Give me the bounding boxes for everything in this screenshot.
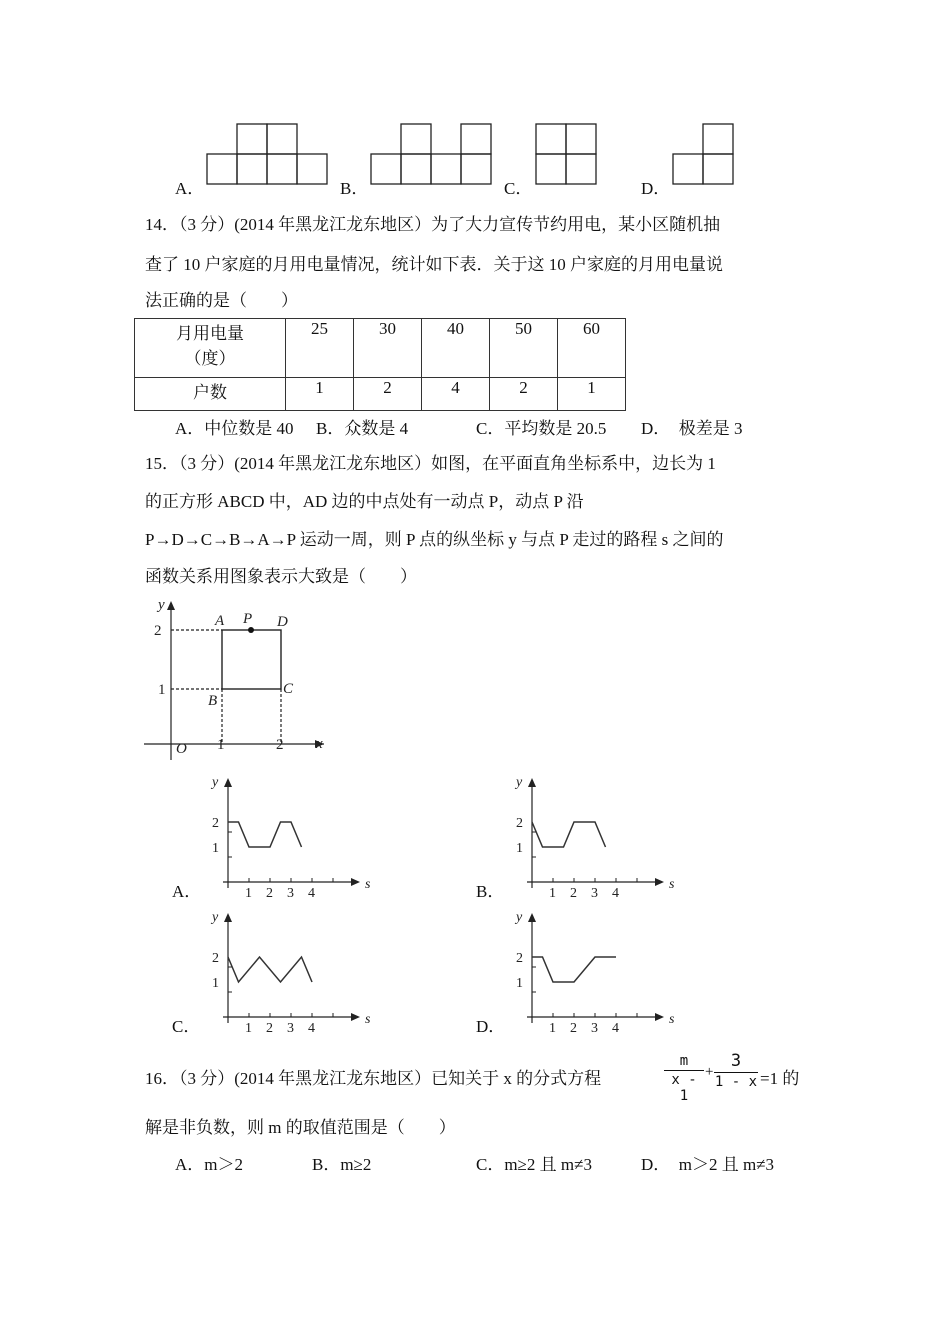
q14-option-d: D． 极差是 3 bbox=[641, 419, 743, 438]
q15-point-p-label: P bbox=[243, 611, 253, 627]
graph-y-label: y bbox=[212, 910, 219, 925]
graph-s-tick-label: 1 bbox=[245, 886, 252, 901]
q15-option-a-label: A． bbox=[172, 882, 202, 901]
graph-y-label: y bbox=[516, 775, 523, 790]
graph-function-line bbox=[532, 957, 616, 982]
graph-y-label: y bbox=[516, 910, 523, 925]
graph-s-tick-label: 4 bbox=[308, 1021, 315, 1036]
q15-origin-label: O bbox=[176, 741, 187, 757]
q16-fraction-2-bar bbox=[714, 1072, 758, 1073]
graph-s-label: s bbox=[669, 877, 675, 892]
graph-function-line bbox=[228, 822, 302, 847]
q16-fraction-2-denominator: 1 - x bbox=[714, 1074, 758, 1090]
q15-y-tick-label: 1 bbox=[158, 682, 166, 698]
q15-square-abcd bbox=[222, 630, 281, 689]
q13-option-b-label: B． bbox=[340, 179, 369, 198]
q15-point-a-label: A bbox=[215, 613, 225, 629]
q13-figure-c bbox=[534, 122, 600, 188]
q14-table-cell: 50 bbox=[490, 319, 558, 378]
graph-s-tick-label: 1 bbox=[549, 886, 556, 901]
graph-y-tick-label: 2 bbox=[516, 816, 523, 831]
graph-s-label: s bbox=[669, 1012, 675, 1027]
q16-plus-sign: + bbox=[705, 1064, 714, 1080]
graph-s-tick-label: 3 bbox=[287, 886, 294, 901]
graph-y-arrow-icon bbox=[528, 778, 536, 787]
q15-x-tick-label: 2 bbox=[276, 737, 284, 753]
q15-option-b-label: B． bbox=[476, 882, 505, 901]
graph-s-tick-label: 4 bbox=[612, 886, 619, 901]
q14-option-b: B．众数是 4 bbox=[316, 419, 409, 438]
q16-option-d: D． m＞2 且 m≠3 bbox=[641, 1155, 775, 1174]
q16-option-b: B．m≥2 bbox=[312, 1155, 372, 1174]
graph-s-tick-label: 2 bbox=[570, 1021, 577, 1036]
q14-table-header-usage bbox=[135, 319, 286, 378]
q15-point-c-label: C bbox=[283, 681, 294, 697]
graph-y-tick-label: 2 bbox=[212, 951, 219, 966]
q13-option-d-label: D． bbox=[641, 179, 671, 198]
q15-x-axis-label: x bbox=[316, 736, 323, 752]
q15-y-arrow-icon bbox=[167, 601, 175, 610]
graph-s-tick-label: 1 bbox=[245, 1021, 252, 1036]
graph-s-arrow-icon bbox=[351, 1013, 360, 1021]
graph-s-tick-label: 4 bbox=[612, 1021, 619, 1036]
graph-s-tick-label: 2 bbox=[266, 886, 273, 901]
q14-table-row-usage bbox=[135, 319, 626, 378]
q14-table-cell: 1 bbox=[558, 378, 626, 411]
q15-graph-a bbox=[200, 772, 371, 901]
q15-point-p-dot bbox=[248, 627, 254, 633]
graph-y-tick-label: 1 bbox=[516, 841, 523, 856]
graph-s-tick-label: 3 bbox=[591, 1021, 598, 1036]
graph-s-label: s bbox=[365, 877, 371, 892]
graph-s-tick-label: 1 bbox=[549, 1021, 556, 1036]
q16-option-a: A．m＞2 bbox=[175, 1155, 243, 1174]
q15-y-tick-label: 2 bbox=[154, 623, 162, 639]
graph-y-tick-label: 2 bbox=[212, 816, 219, 831]
graph-s-arrow-icon bbox=[351, 878, 360, 886]
q14-table-cell: 1 bbox=[286, 378, 354, 411]
q15-graph-d bbox=[504, 907, 675, 1036]
q14-table-row-households bbox=[135, 378, 626, 411]
q15-x-tick-label: 1 bbox=[217, 737, 225, 753]
graph-s-label: s bbox=[365, 1012, 371, 1027]
q14-table-cell: 25 bbox=[286, 319, 354, 378]
graph-function-line bbox=[532, 822, 606, 847]
graph-s-arrow-icon bbox=[655, 1013, 664, 1021]
q13-figure-b bbox=[369, 122, 499, 188]
q14-table-cell: 60 bbox=[558, 319, 626, 378]
q14-line-1: 14．（3 分）(2014 年黑龙江龙东地区）为了大力宣传节约用电，某小区随机抽 bbox=[145, 215, 721, 234]
graph-s-arrow-icon bbox=[655, 878, 664, 886]
q14-table-cell: 2 bbox=[490, 378, 558, 411]
q15-line-3: P→D→C→B→A→P 运动一周，则 P 点的纵坐标 y 与点 P 走过的路程 s 之间的 bbox=[145, 530, 724, 549]
graph-y-tick-label: 1 bbox=[212, 976, 219, 991]
q13-option-c-label: C． bbox=[504, 179, 533, 198]
q16-line-1-prefix: 16．（3 分）(2014 年黑龙江龙东地区）已知关于 x 的分式方程 bbox=[145, 1069, 602, 1088]
q15-option-c-label: C． bbox=[172, 1017, 201, 1036]
q15-y-axis-label: y bbox=[158, 597, 165, 613]
q16-fraction-2 bbox=[714, 1051, 758, 1090]
q14-table-cell: 40 bbox=[422, 319, 490, 378]
graph-s-tick-label: 3 bbox=[287, 1021, 294, 1036]
q15-line-2: 的正方形 ABCD 中，AD 边的中点处有一动点 P，动点 P 沿 bbox=[145, 492, 584, 511]
q16-line-2: 解是非负数，则 m 的取值范围是（ ） bbox=[145, 1118, 456, 1137]
q15-square-diagram bbox=[140, 595, 340, 765]
graph-y-arrow-icon bbox=[528, 913, 536, 922]
q16-fraction-2-numerator: 3 bbox=[730, 1051, 742, 1071]
q15-line-1: 15．（3 分）(2014 年黑龙江龙东地区）如图，在平面直角坐标系中，边长为 1 bbox=[145, 454, 716, 473]
q15-option-d-label: D． bbox=[476, 1017, 506, 1036]
q16-option-c: C．m≥2 且 m≠3 bbox=[476, 1155, 592, 1174]
q16-line-1-suffix: =1 的 bbox=[760, 1069, 800, 1088]
q14-table-header-households: 户数 bbox=[135, 378, 286, 411]
graph-y-arrow-icon bbox=[224, 913, 232, 922]
q14-table-header-usage-line2: （度） bbox=[184, 349, 236, 368]
q14-table-cell: 4 bbox=[422, 378, 490, 411]
q14-table-cell: 30 bbox=[354, 319, 422, 378]
graph-s-tick-label: 2 bbox=[266, 1021, 273, 1036]
q14-line-2: 查了 10 户家庭的月用电量情况，统计如下表．关于这 10 户家庭的月用电量说 bbox=[145, 255, 723, 274]
q15-graph-c bbox=[200, 907, 371, 1036]
graph-y-arrow-icon bbox=[224, 778, 232, 787]
graph-s-tick-label: 2 bbox=[570, 886, 577, 901]
q15-point-d-label: D bbox=[277, 614, 288, 630]
q16-fraction-1-bar bbox=[664, 1070, 704, 1071]
q14-table-cell: 2 bbox=[354, 378, 422, 411]
q15-graph-b bbox=[504, 772, 675, 901]
graph-function-line bbox=[228, 957, 312, 982]
q15-point-b-label: B bbox=[208, 693, 218, 709]
q13-figure-a bbox=[205, 122, 335, 188]
q14-electricity-table bbox=[134, 318, 626, 411]
graph-y-label: y bbox=[212, 775, 219, 790]
q13-figure-d bbox=[671, 122, 737, 188]
graph-y-tick-label: 1 bbox=[516, 976, 523, 991]
graph-s-tick-label: 3 bbox=[591, 886, 598, 901]
q14-option-c: C．平均数是 20.5 bbox=[476, 419, 607, 438]
q16-fraction-1-denominator: x - 1 bbox=[671, 1072, 697, 1104]
graph-y-tick-label: 2 bbox=[516, 951, 523, 966]
q14-option-a: A．中位数是 40 bbox=[175, 419, 294, 438]
q14-table-header-usage-line1: 月用电量 bbox=[176, 324, 244, 343]
q16-fraction-1 bbox=[664, 1053, 704, 1104]
q14-line-3: 法正确的是（ ） bbox=[145, 291, 298, 310]
q15-line-4: 函数关系用图象表示大致是（ ） bbox=[145, 567, 417, 586]
graph-y-tick-label: 1 bbox=[212, 841, 219, 856]
graph-s-tick-label: 4 bbox=[308, 886, 315, 901]
q16-fraction-1-numerator: m bbox=[679, 1053, 689, 1069]
q13-option-a-label: A． bbox=[175, 179, 205, 198]
